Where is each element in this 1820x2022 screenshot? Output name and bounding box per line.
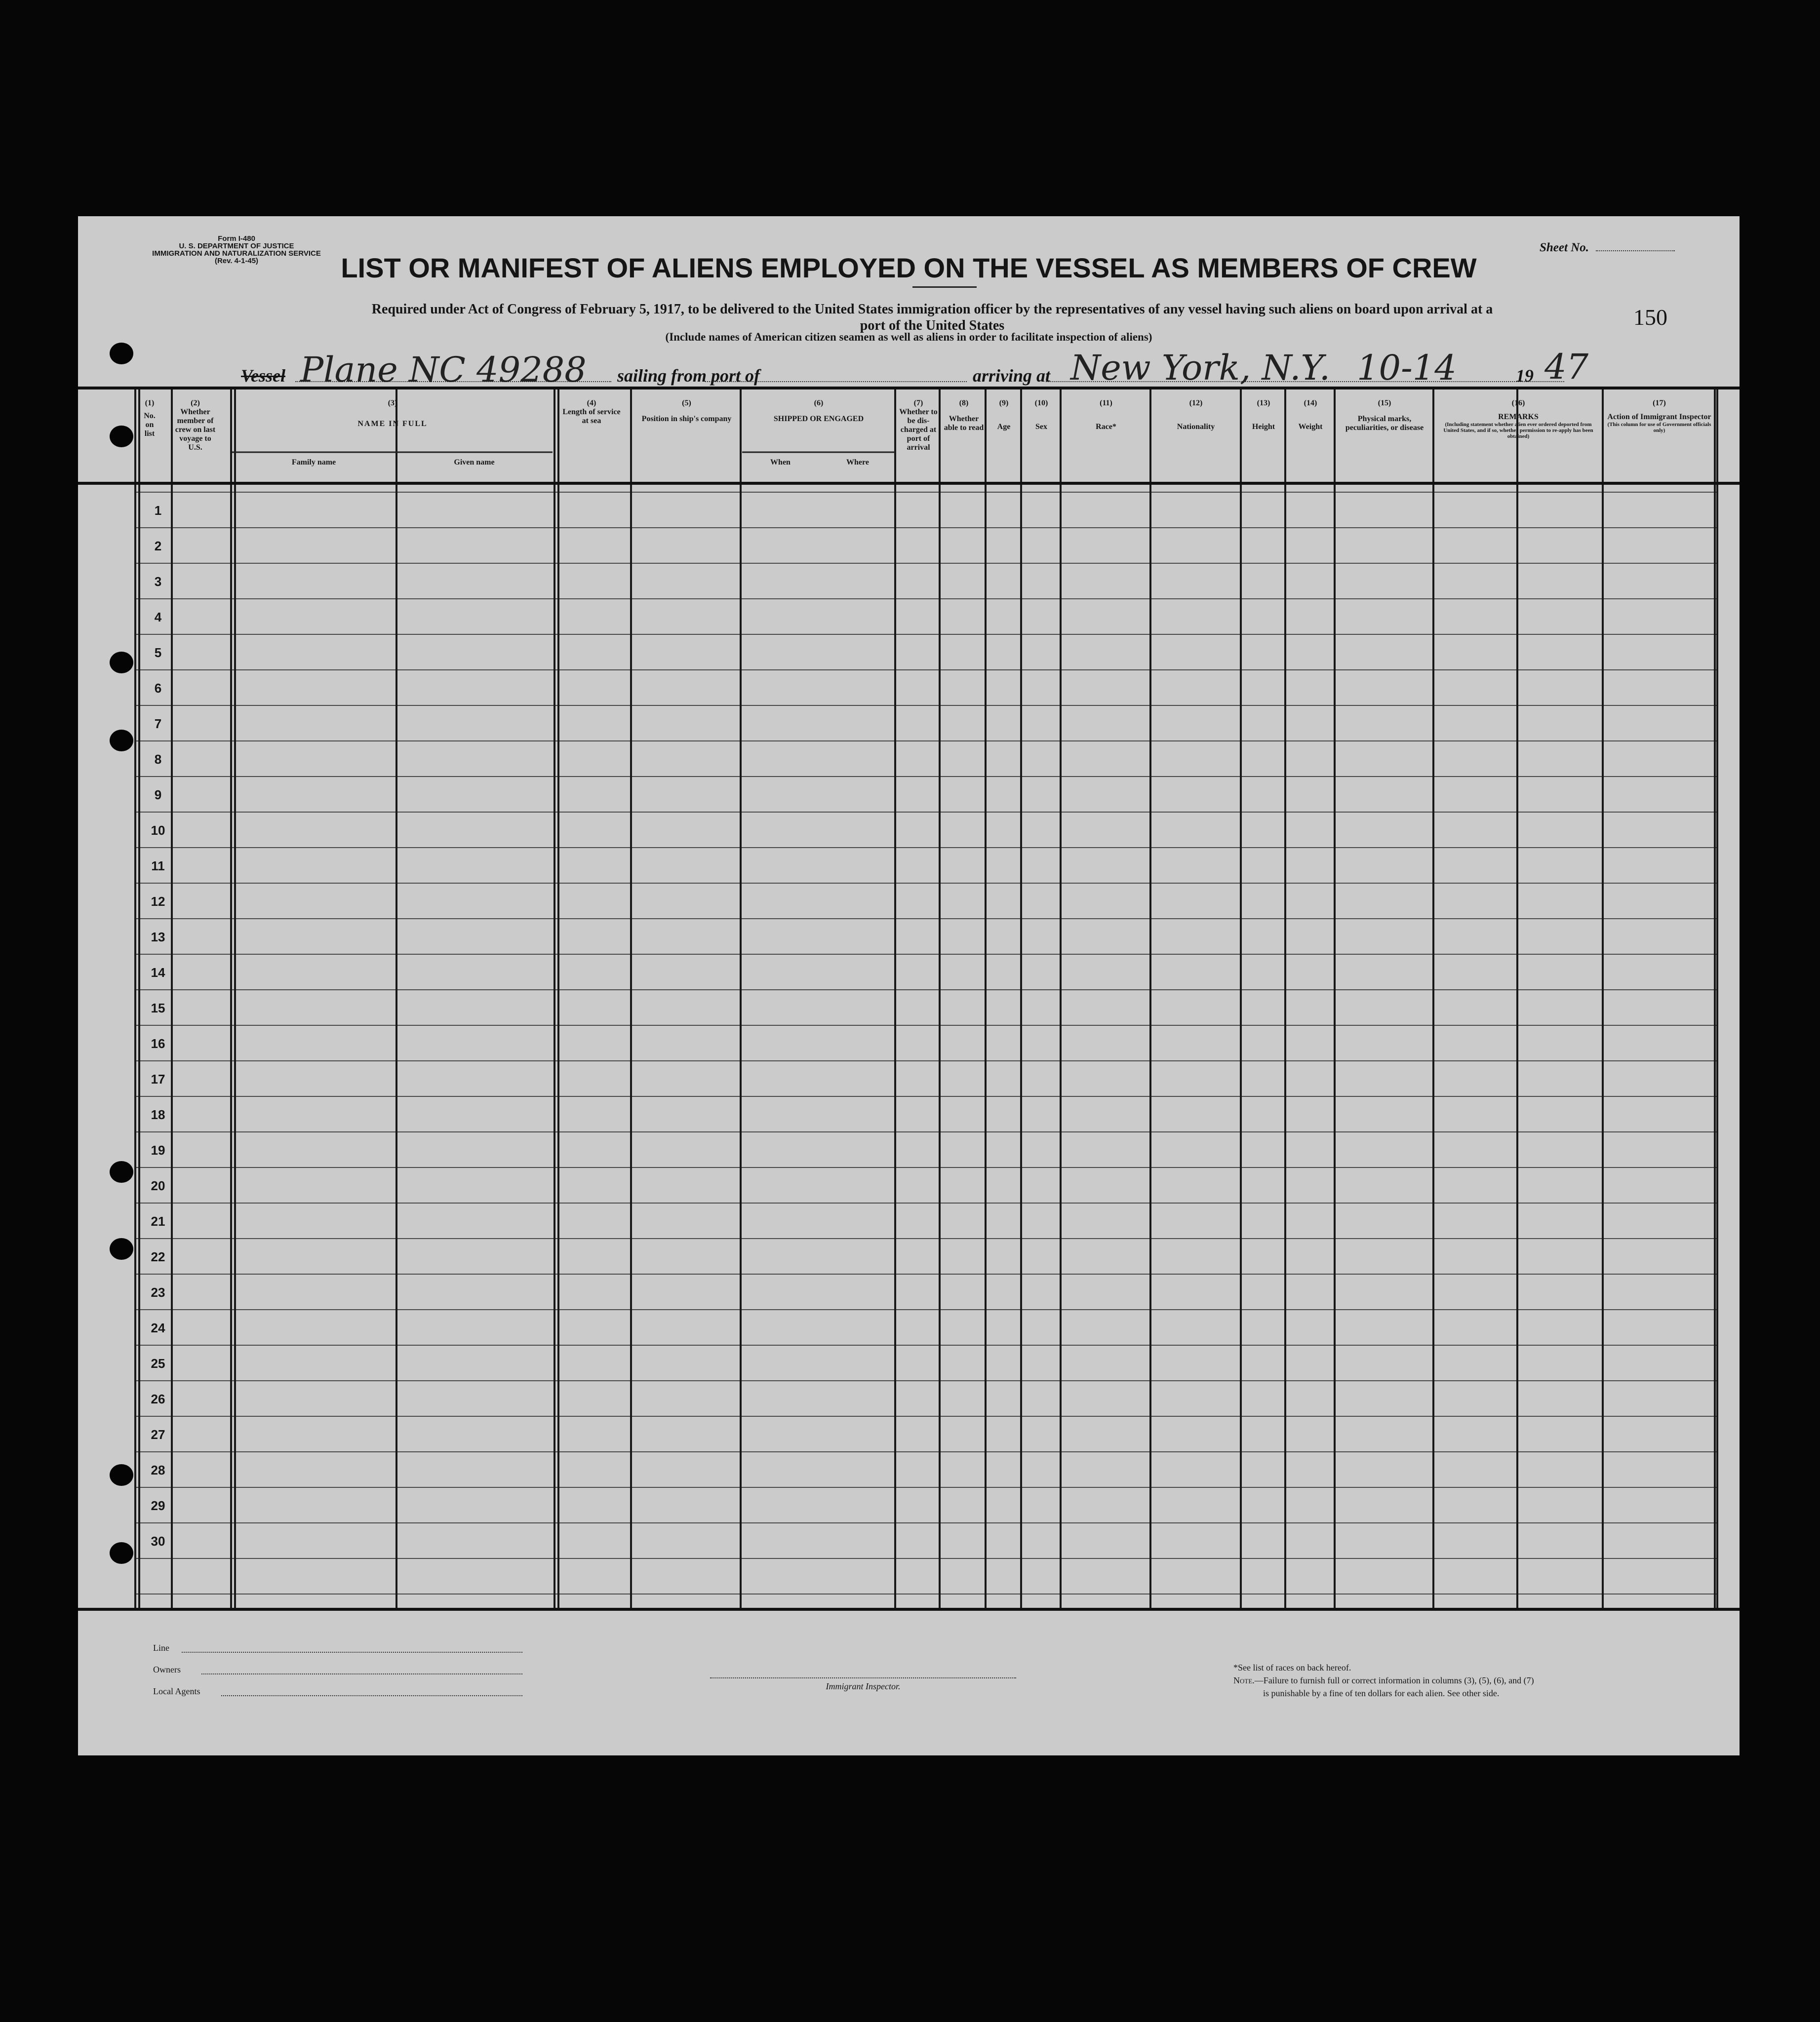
row-number: 7 bbox=[154, 716, 162, 731]
row-number: 20 bbox=[151, 1178, 165, 1193]
col7-header: (7) Whether to be dis-charged at port of arrival bbox=[899, 399, 938, 452]
when-header: When bbox=[770, 458, 791, 467]
include-note: (Include names of American citizen seamen as well as aliens in order to facilitate inspection of aliens) bbox=[665, 331, 1152, 343]
stamped-page-number: 150 bbox=[1633, 305, 1667, 330]
inspector-label: Immigrant Inspector. bbox=[826, 1681, 901, 1691]
col4-header: (4) Length of service at sea bbox=[562, 399, 621, 425]
row-number: 22 bbox=[151, 1249, 165, 1264]
requirement-line-1: Required under Act of Congress of February 5, 1917, to be delivered to the United States immigration officer by the representatives of any vessel having such aliens on board upon arrival at a bbox=[371, 302, 1493, 317]
year-prefix: 19 bbox=[1516, 366, 1534, 386]
row-number: 1 bbox=[154, 503, 162, 518]
where-header: Where bbox=[846, 458, 869, 467]
row-number: 19 bbox=[151, 1143, 165, 1158]
col9-header: (9) Age bbox=[997, 399, 1011, 431]
row-number: 26 bbox=[151, 1392, 165, 1406]
col6-header: (6) SHIPPED OR ENGAGED bbox=[773, 399, 864, 423]
row-number: 4 bbox=[154, 610, 162, 624]
date-value[interactable]: 10-14 bbox=[1357, 348, 1457, 388]
row-number: 3 bbox=[154, 574, 162, 589]
punch-hole bbox=[110, 1161, 133, 1183]
row-number: 17 bbox=[151, 1072, 165, 1087]
local-agents-blank[interactable] bbox=[221, 1695, 522, 1696]
col12-header: (12) Nationality bbox=[1177, 399, 1215, 431]
requirement-line-2: port of the United States bbox=[860, 318, 1005, 333]
row-number: 11 bbox=[151, 858, 165, 873]
line-blank[interactable] bbox=[182, 1652, 522, 1653]
row-number: 5 bbox=[154, 645, 162, 660]
col15-header: (15) Physical marks, peculiarities, or disease bbox=[1345, 399, 1424, 432]
col8-header: (8) Whether able to read bbox=[944, 399, 984, 432]
penalty-note bbox=[1233, 1675, 1534, 1686]
col14-header: (14) Weight bbox=[1298, 399, 1323, 431]
row-number: 21 bbox=[151, 1214, 165, 1229]
line-label: Line bbox=[153, 1643, 169, 1653]
row-number: 23 bbox=[151, 1285, 165, 1300]
row-number: 14 bbox=[151, 965, 165, 980]
row-number: 30 bbox=[151, 1534, 165, 1549]
inspector-signature-blank[interactable] bbox=[710, 1677, 1016, 1678]
vessel-label: Vessel bbox=[241, 366, 285, 386]
race-note: *See list of races on back hereof. bbox=[1233, 1663, 1351, 1672]
row-number: 25 bbox=[151, 1356, 165, 1371]
punch-hole bbox=[110, 1464, 133, 1486]
row-lines bbox=[135, 492, 1717, 1594]
manifest-sheet bbox=[78, 216, 1740, 1755]
punch-hole bbox=[110, 1238, 133, 1260]
family-name-header: Family name bbox=[291, 458, 336, 467]
col10-header: (10) Sex bbox=[1034, 399, 1048, 431]
row-number: 13 bbox=[151, 930, 165, 944]
note-label: Note. bbox=[1233, 1675, 1255, 1685]
col3-header: (3) NAME IN FULL bbox=[357, 399, 428, 428]
row-number: 24 bbox=[151, 1321, 165, 1335]
col2-header: (2) Whether member of crew on last voyage to U.S. bbox=[175, 399, 216, 452]
owners-blank[interactable] bbox=[201, 1673, 522, 1674]
department-name: U. S. DEPARTMENT OF JUSTICE bbox=[179, 242, 294, 250]
row-number: 6 bbox=[154, 681, 162, 696]
col5-header: (5) Position in ship's company bbox=[641, 399, 732, 423]
punch-hole bbox=[110, 343, 133, 364]
service-name: IMMIGRATION AND NATURALIZATION SERVICE bbox=[152, 249, 321, 258]
col11-header: (11) Race* bbox=[1096, 399, 1116, 431]
owners-label: Owners bbox=[153, 1665, 181, 1674]
col13-header: (13) Height bbox=[1252, 399, 1275, 431]
sheet-number-label: Sheet No. bbox=[1540, 241, 1589, 254]
row-number: 29 bbox=[151, 1498, 165, 1513]
row-number: 16 bbox=[151, 1036, 165, 1051]
note-text: —Failure to furnish full or correct information in columns (3), (5), (6), and (7) bbox=[1254, 1675, 1534, 1685]
vessel-value[interactable]: Plane NC 49288 bbox=[300, 350, 587, 390]
arriving-label: arriving at bbox=[973, 366, 1051, 386]
penalty-note-2: is punishable by a fine of ten dollars for each alien. See other side. bbox=[1263, 1688, 1500, 1698]
row-number: 12 bbox=[151, 894, 165, 909]
year-value[interactable]: 47 bbox=[1544, 347, 1589, 387]
punch-hole bbox=[110, 652, 133, 673]
col17-header: (17) Action of Immigrant Inspector (This column for use of Government officials only) bbox=[1607, 399, 1711, 433]
column-lines bbox=[135, 388, 1717, 1609]
given-name-header: Given name bbox=[454, 458, 495, 467]
form-revision: (Rev. 4-1-45) bbox=[214, 257, 259, 265]
row-number: 15 bbox=[151, 1001, 165, 1015]
row-number: 9 bbox=[154, 787, 162, 802]
row-number: 10 bbox=[151, 823, 165, 838]
local-agents-label: Local Agents bbox=[153, 1686, 200, 1696]
row-number: 27 bbox=[151, 1427, 165, 1442]
sailing-label: sailing from port of bbox=[617, 366, 760, 386]
punch-hole bbox=[110, 1542, 133, 1564]
col1-header: (1) No. on list bbox=[144, 399, 156, 438]
punch-hole bbox=[110, 426, 133, 447]
col16-header: (16) REMARKS (Including statement whether alien ever ordered deported from United States, and if so, whether permission to re-apply has been obtained) bbox=[1443, 399, 1593, 439]
form-number: Form I-480 bbox=[218, 234, 255, 243]
form-title: LIST OR MANIFEST OF ALIENS EMPLOYED ON THE VESSEL AS MEMBERS OF CREW bbox=[341, 252, 1477, 283]
row-number: 28 bbox=[151, 1463, 165, 1478]
punch-hole bbox=[110, 730, 133, 751]
row-number: 8 bbox=[154, 752, 162, 767]
row-number: 18 bbox=[151, 1107, 165, 1122]
row-number: 2 bbox=[154, 539, 162, 553]
arriving-value[interactable]: New York, N.Y. bbox=[1070, 348, 1330, 388]
